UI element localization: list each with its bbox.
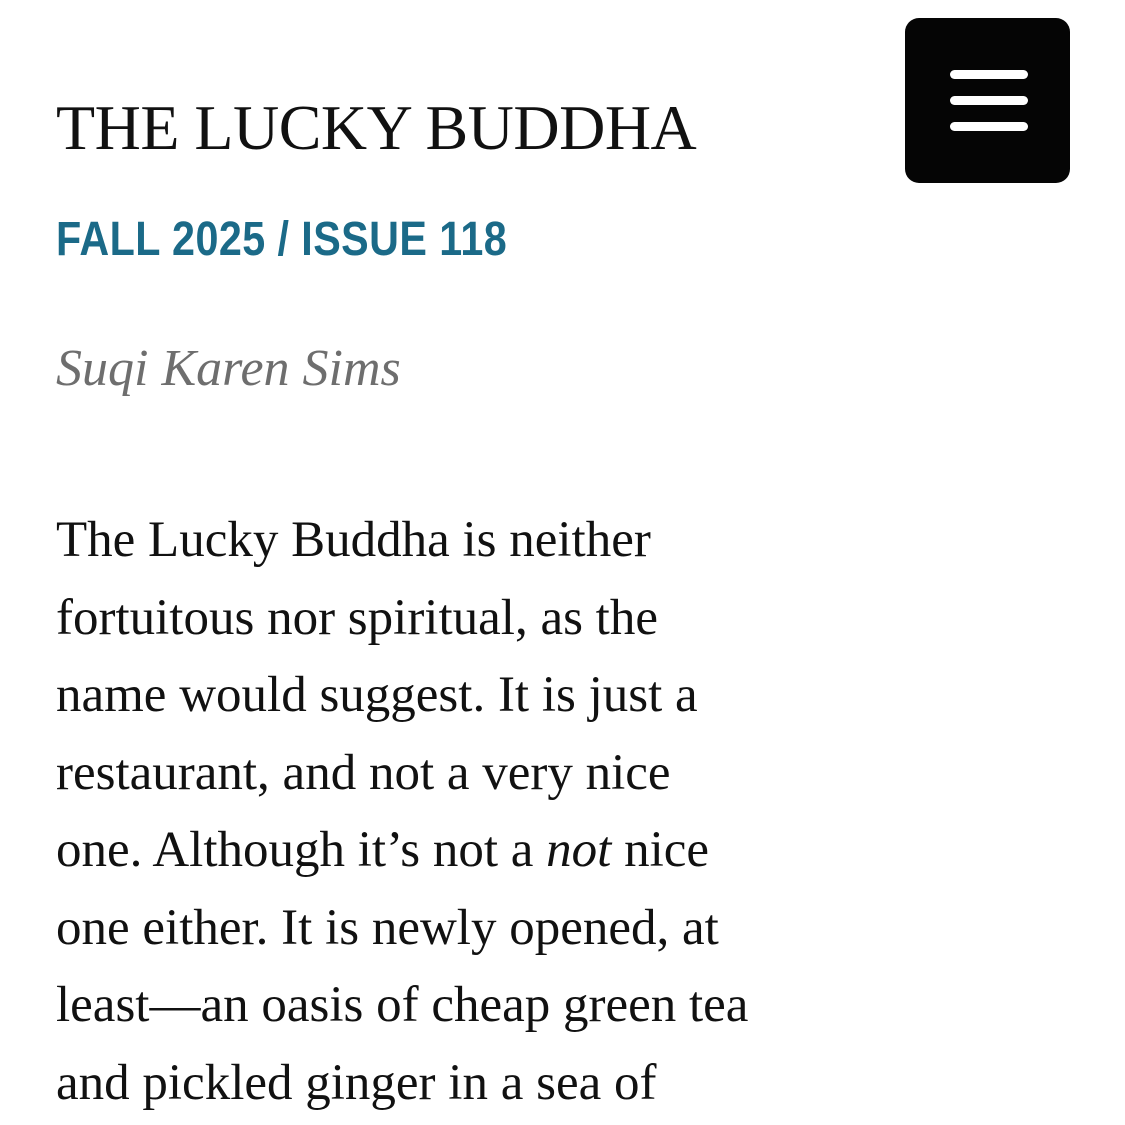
article-body-line: least—an oasis of cheap green tea xyxy=(56,977,749,1033)
article-body-line: one either. It is newly opened, at xyxy=(56,899,719,956)
article-body-line: fortuitous nor spiritual, as the xyxy=(56,589,658,646)
article-body-line: restaurant, and not a very nice xyxy=(56,744,671,801)
article-body-text: nice xyxy=(611,822,710,878)
hamburger-menu-icon-bar xyxy=(950,70,1028,79)
article-body xyxy=(56,502,876,1122)
site-title[interactable]: THE LUCKY BUDDHA xyxy=(56,92,697,163)
article-body-line: The Lucky Buddha is neither xyxy=(56,512,651,568)
author-byline[interactable]: Suqi Karen Sims xyxy=(56,340,401,397)
article-body-line: name would suggest. It is just a xyxy=(56,667,698,723)
issue-label[interactable]: FALL 2025 / ISSUE 118 xyxy=(56,213,508,266)
article-body-text: one. Although it’s not a xyxy=(56,822,547,878)
hamburger-menu-icon-bar xyxy=(950,96,1028,105)
emphasized-text: not xyxy=(546,822,612,878)
menu-button[interactable] xyxy=(905,18,1070,183)
article-body-line: and pickled ginger in a sea of xyxy=(56,1054,657,1111)
article-body-line xyxy=(56,812,876,890)
hamburger-menu-icon-bar xyxy=(950,122,1028,131)
